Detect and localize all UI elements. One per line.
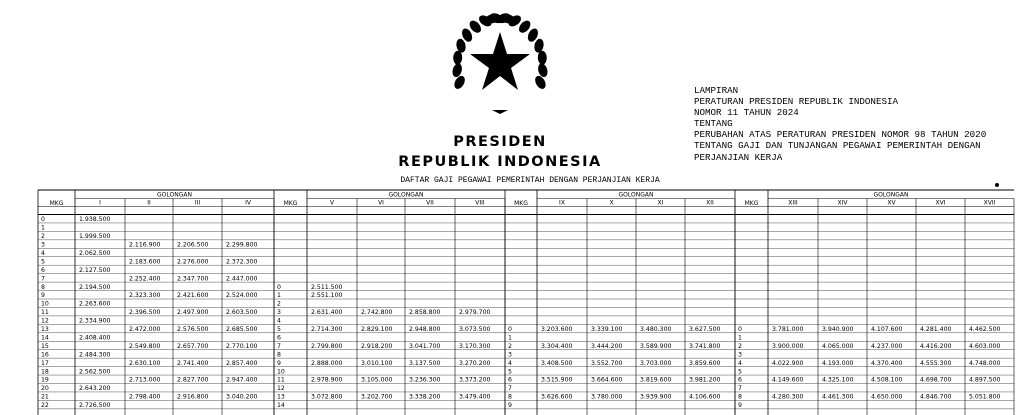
mkg-value: 6 [41,266,45,274]
mkg-value: 12 [41,317,49,325]
salary-cell: 2.551.100 [311,292,343,300]
salary-cell: 3.703.000 [640,359,672,367]
mkg-value: 2 [508,342,512,350]
salary-cell: 2.408.400 [79,334,111,342]
mkg-value: 9 [277,359,281,367]
salary-cell: 4.846.700 [920,393,952,401]
salary-cell: 4.461.300 [822,393,854,401]
salary-cell: 4.698.700 [920,376,952,384]
salary-cell: 2.799.800 [311,342,343,350]
salary-cell: 3.819.600 [640,376,672,384]
lampiran-line: TENTANG GAJI DAN TUNJANGAN PEGAWAI PEMERINTAH DENGAN [694,140,981,152]
salary-cell: 3.236.300 [409,376,441,384]
salary-cell: 2.948.800 [409,326,441,333]
salary-cell: 2.299.800 [226,241,258,249]
salary-cell: 2.726.500 [79,402,111,410]
lampiran-line: PERUBAHAN ATAS PERATURAN PRESIDEN NOMOR 98 TAHUN 2020 [694,129,987,141]
salary-cell: 3.105.000 [361,376,393,384]
salary-cell: 2.472.000 [129,326,161,333]
salary-cell: 2.127.500 [79,266,111,274]
salary-cell: 2.334.900 [79,317,111,325]
salary-cell: 3.444.200 [591,342,623,350]
salary-cell: 3.552.700 [591,359,623,367]
mkg-value: 9 [738,402,742,410]
salary-cell: 3.202.700 [361,393,393,401]
grade-header: XIV [837,199,848,207]
grade-header: V [329,199,335,207]
salary-cell: 3.339.100 [591,326,623,333]
mkg-value: 6 [277,334,281,342]
mkg-value: 10 [41,300,49,308]
salary-cell: 2.829.100 [361,326,393,333]
lampiran-line: LAMPIRAN [694,85,739,96]
salary-cell: 4.106.600 [689,393,721,401]
salary-cell: 3.859.600 [689,359,721,367]
salary-cell: 3.781.000 [772,326,804,333]
mkg-value: 1 [41,224,45,232]
grade-header: VI [378,199,384,207]
salary-cell: 1.938.500 [79,216,111,224]
mkg-value: 5 [277,326,281,333]
salary-cell: 3.939.900 [640,393,672,401]
salary-cell: 2.484.300 [79,351,111,359]
salary-cell: 2.263.600 [79,300,111,308]
salary-cell: 4.281.400 [920,326,952,333]
mkg-value: 18 [41,368,49,376]
grade-header: IV [245,199,251,207]
salary-cell: 2.206.500 [177,241,209,249]
salary-cell: 3.373.200 [459,376,491,384]
mkg-value: 11 [41,309,49,317]
grade-header: XV [887,199,896,207]
mkg-value: 15 [41,342,49,350]
salary-cell: 2.396.500 [129,309,161,317]
presiden-heading: PRESIDEN [453,134,547,150]
mkg-value: 7 [508,385,512,393]
salary-cell: 2.576.500 [177,326,209,333]
salary-cell: 3.479.400 [459,393,491,401]
salary-cell: 3.480.300 [640,326,672,333]
mkg-value: 1 [508,334,512,342]
salary-cell: 2.562.500 [79,368,111,376]
mkg-value: 2 [277,300,281,308]
salary-cell: 4.650.000 [871,393,903,401]
salary-cell: 2.741.400 [177,359,209,367]
salary-cell: 2.916.800 [177,393,209,401]
salary-cell: 2.827.700 [177,376,209,384]
mkg-value: 4 [738,359,742,367]
mkg-value: 19 [41,376,49,384]
salary-cell: 2.252.400 [129,275,161,283]
mkg-value: 11 [277,376,285,384]
salary-cell: 3.203.600 [541,326,573,333]
golongan-header: GOLONGAN [618,191,654,199]
salary-cell: 2.276.000 [177,258,209,266]
grade-header: VII [426,199,434,207]
salary-cell: 2.685.500 [226,326,258,333]
salary-cell: 3.072.800 [311,393,343,401]
mkg-header: MKG [744,200,759,207]
salary-cell: 2.657.700 [177,342,209,350]
salary-cell: 4.555.300 [920,359,952,367]
mkg-value: 9 [508,402,512,410]
salary-cell: 4.748.000 [969,359,1001,367]
mkg-value: 9 [41,292,45,300]
salary-cell: 2.630.100 [129,359,161,367]
salary-cell: 2.524.000 [226,292,258,300]
salary-cell: 2.323.300 [129,292,161,300]
salary-cell: 2.549.800 [129,342,161,350]
mkg-value: 12 [277,385,285,393]
salary-cell: 4.149.600 [772,376,804,384]
mkg-value: 7 [738,385,742,393]
salary-cell: 2.918.200 [361,342,393,350]
salary-cell: 2.979.700 [459,309,491,317]
salary-cell: 3.900.000 [772,342,804,350]
salary-cell: 2.497.900 [177,309,209,317]
mkg-value: 8 [508,393,512,401]
mkg-value: 5 [508,368,512,376]
mkg-header: MKG [49,200,64,207]
golongan-header: GOLONGAN [157,191,192,199]
grade-header: X [609,199,614,207]
grade-header: I [99,199,101,207]
mkg-value: 0 [738,326,742,333]
salary-cell: 2.511.500 [311,283,343,291]
salary-cell: 3.010.100 [361,359,393,367]
salary-cell: 3.515.900 [541,376,573,384]
mkg-value: 8 [277,351,281,359]
salary-cell: 2.447.000 [226,275,258,283]
salary-cell: 4.462.500 [969,326,1001,333]
salary-cell: 4.193.000 [822,359,854,367]
mkg-value: 2 [41,233,45,241]
salary-cell: 3.304.400 [541,342,573,350]
mkg-value: 4 [41,249,45,257]
grade-header: XI [657,199,664,207]
golongan-header: GOLONGAN [388,191,424,199]
mkg-value: 5 [41,258,45,266]
salary-cell: 4.416.200 [920,342,952,350]
salary-cell: 3.741.800 [689,342,721,350]
salary-cell: 2.062.500 [79,249,111,257]
grade-header: XVII [983,199,996,207]
mkg-value: 1 [277,292,281,300]
salary-cell: 2.947.400 [226,376,258,384]
salary-cell: 3.041.700 [409,342,441,350]
salary-cell: 4.370.400 [871,359,903,367]
mkg-value: 0 [508,326,512,333]
mkg-value: 2 [738,342,742,350]
mkg-value: 4 [508,359,512,367]
salary-cell: 2.347.700 [177,275,209,283]
salary-cell: 2.116.900 [129,241,161,249]
mkg-value: 22 [41,402,49,410]
grade-header: III [194,199,201,207]
table-title: DAFTAR GAJI PEGAWAI PEMERINTAH DENGAN PERJANJIAN KERJA [400,176,660,185]
salary-cell: 2.742.800 [361,309,393,317]
salary-cell: 3.626.600 [541,393,573,401]
salary-cell: 3.137.500 [409,359,441,367]
salary-cell: 2.798.400 [129,393,161,401]
salary-cell: 3.589.900 [640,342,672,350]
salary-cell: 2.714.300 [311,326,343,333]
salary-cell: 2.643.200 [79,385,111,393]
mkg-value: 6 [738,376,742,384]
mkg-value: 10 [277,368,285,376]
salary-cell: 4.508.100 [871,376,903,384]
salary-cell: 4.280.300 [772,393,804,401]
mkg-value: 21 [41,393,49,401]
mkg-value: 7 [41,275,45,283]
mkg-value: 13 [277,393,285,401]
grade-header: II [147,199,151,207]
mkg-value: 8 [41,283,45,291]
salary-cell: 4.065.000 [822,342,854,350]
lampiran-line: PERATURAN PRESIDEN REPUBLIK INDONESIA [694,96,898,108]
salary-cell: 3.940.900 [822,326,854,333]
mkg-value: 0 [277,283,281,291]
salary-cell: 4.107.600 [871,326,903,333]
salary-cell: 4.897.500 [969,376,1001,384]
mkg-value: 14 [41,334,49,342]
mkg-value: 1 [738,334,742,342]
mkg-value: 3 [508,351,512,359]
mkg-value: 6 [508,376,512,384]
mkg-value: 16 [41,351,49,359]
salary-cell: 3.627.500 [689,326,721,333]
salary-cell: 3.338.200 [409,393,441,401]
salary-cell: 3.408.500 [541,359,573,367]
mkg-value: 3 [41,241,45,249]
salary-cell: 3.780.000 [591,393,623,401]
salary-cell: 3.170.300 [459,342,491,350]
mkg-header: MKG [283,200,298,207]
salary-cell: 2.194.500 [79,283,111,291]
mkg-value: 20 [41,385,49,393]
mkg-value: 7 [277,342,281,350]
lampiran-line: PERJANJIAN KERJA [694,151,783,163]
mkg-value: 0 [41,216,45,224]
salary-cell: 3.073.500 [459,326,491,333]
salary-cell: 2.631.400 [311,309,343,317]
salary-cell: 4.022.900 [772,359,804,367]
salary-cell: 2.770.100 [226,342,258,350]
golongan-header: GOLONGAN [873,191,909,199]
salary-cell: 3.040.200 [226,393,258,401]
salary-cell: 4.603.000 [969,342,1001,350]
lampiran-line: NOMOR 11 TAHUN 2024 [694,107,799,119]
grade-header: VIII [475,199,485,207]
mkg-value: 13 [41,326,49,333]
republik-indonesia-heading: REPUBLIK INDONESIA [398,154,602,170]
salary-cell: 3.981.200 [689,376,721,384]
mkg-value: 4 [277,317,281,325]
mkg-value: 8 [738,393,742,401]
grade-header: XVI [935,199,946,207]
salary-cell: 4.325.100 [822,376,854,384]
mkg-value: 3 [738,351,742,359]
mkg-value: 14 [277,402,285,410]
grade-header: XIII [788,199,798,207]
salary-cell: 2.978.900 [311,376,343,384]
salary-cell: 2.421.600 [177,292,209,300]
salary-cell: 2.857.400 [226,359,258,367]
grade-header: XII [706,199,714,207]
salary-cell: 2.183.600 [129,258,161,266]
mkg-value: 5 [738,368,742,376]
mkg-value: 17 [41,359,49,367]
salary-cell: 4.237.000 [871,342,903,350]
salary-cell: 2.713.000 [129,376,161,384]
salary-cell: 1.999.500 [79,233,111,241]
grade-header: IX [559,199,565,207]
salary-cell: 2.603.500 [226,309,258,317]
salary-cell: 3.664.600 [591,376,623,384]
salary-cell: 2.858.800 [409,309,441,317]
lampiran-line: TENTANG [694,118,733,130]
mkg-value: 3 [277,309,281,317]
salary-cell: 5.051.800 [969,393,1001,401]
salary-cell: 2.372.300 [226,258,258,266]
mkg-header: MKG [514,200,528,207]
salary-cell: 2.888.000 [311,359,343,367]
salary-cell: 3.270.200 [459,359,491,367]
